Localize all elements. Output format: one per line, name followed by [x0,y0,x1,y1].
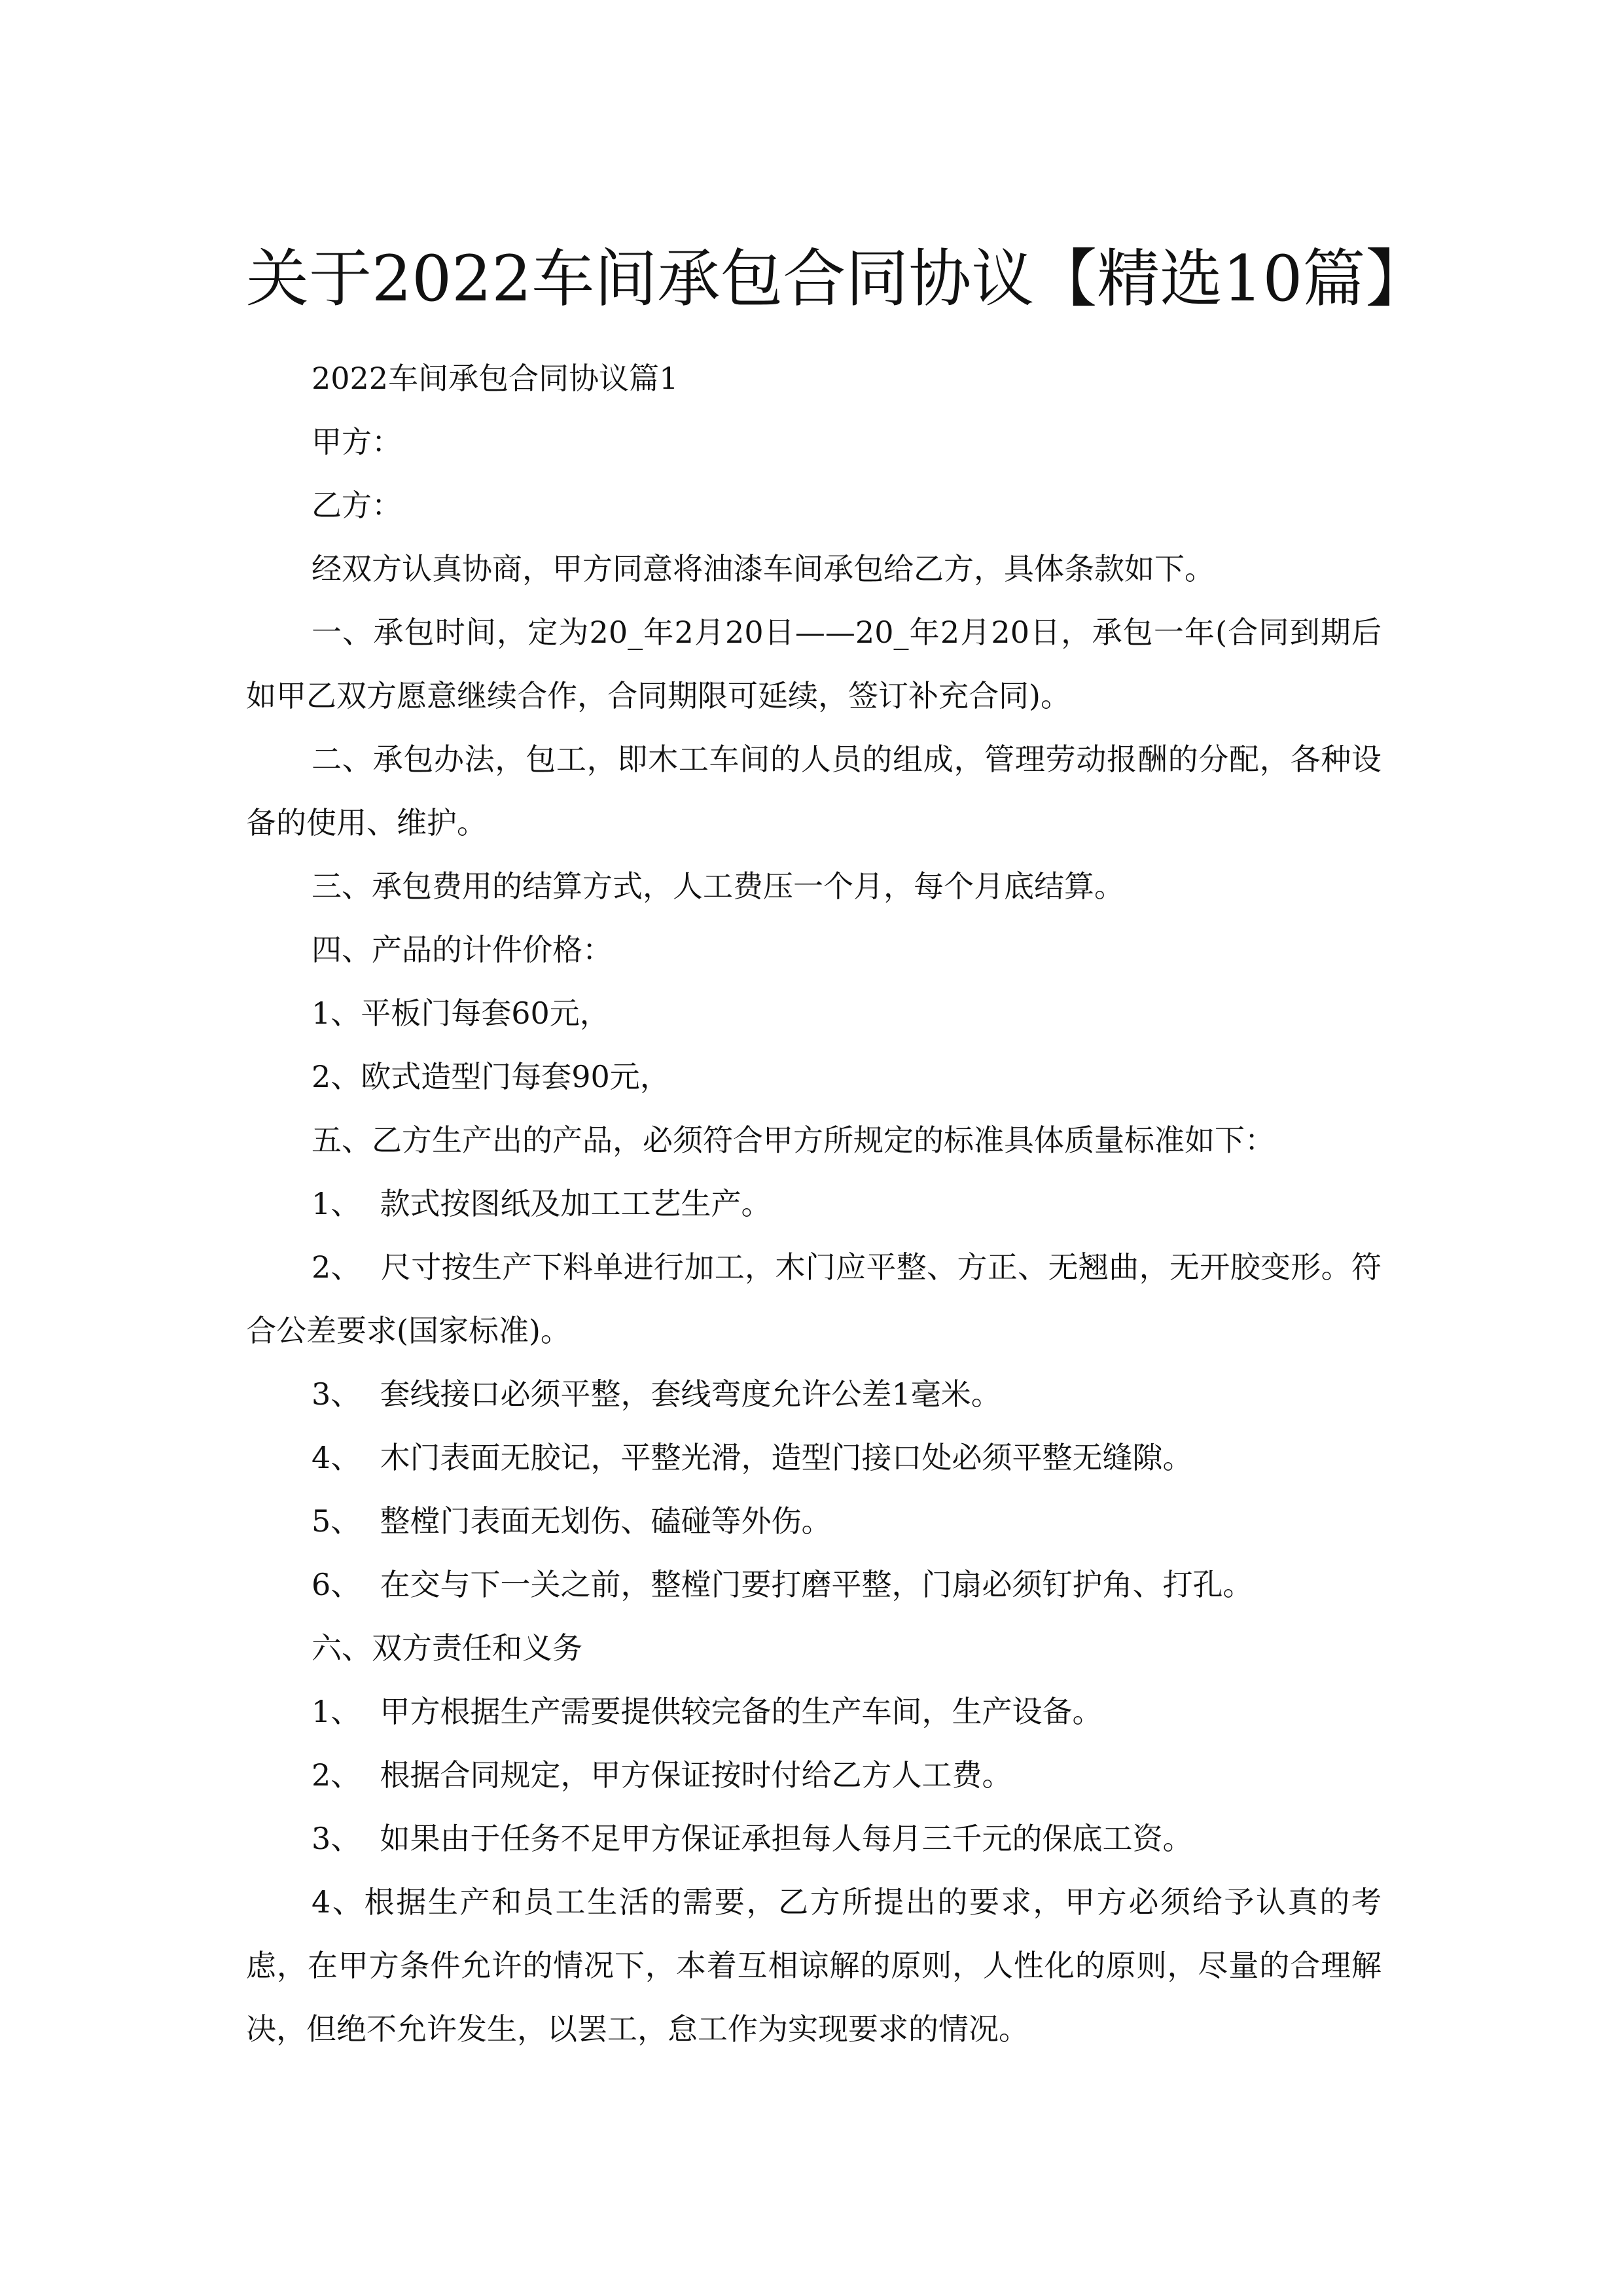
quality-item-number: 3、 [312,1376,361,1412]
clause-1-paragraph: 一、承包时间，定为20_年2月20日——20_年2月20日，承包一年(合同到期后如甲乙双方愿意继续合作，合同期限可延续，签订补充合同)。 [246,615,1382,713]
clause-2-paragraph: 二、承包办法，包工，即木工车间的人员的组成，管理劳动报酬的分配，各种设备的使用、维护。 [246,742,1382,840]
clause-3-paragraph: 三、承包费用的结算方式，人工费压一个月，每个月底结算。 [312,869,1124,904]
quality-item [246,1363,1382,1426]
quality-item-number: 6、 [312,1567,361,1602]
duty-4-paragraph: 4、根据生产和员工生活的需要，乙方所提出的要求，甲方必须给予认真的考虑，在甲方条件允许的情况下，本着互相谅解的原则，人性化的原则，尽量的合理解决，但绝不允许发生，以罢工，怠工作为实现要求的情况。 [246,1884,1382,2047]
duty-item-text: 甲方根据生产需要提供较完备的生产车间，生产设备。 [380,1694,1103,1729]
quality-item-number: 2、 [312,1249,361,1285]
duty-item-number: 2、 [312,1757,361,1793]
section-heading: 2022车间承包合同协议篇1 [312,361,679,396]
duty-item [246,1680,1382,1744]
price-item: 1、平板门每套60元， [312,996,610,1031]
document-body [246,347,1382,2061]
quality-item-text: 整樘门表面无划伤、磕碰等外伤。 [380,1503,832,1539]
duty-item-number: 1、 [312,1694,361,1729]
quality-item [246,1236,1382,1363]
duty-item-number: 3、 [312,1821,361,1856]
clause-5-paragraph: 五、乙方生产出的产品，必须符合甲方所规定的标准具体质量标准如下： [312,1122,1275,1158]
quality-item [246,1172,1382,1236]
quality-item [246,1553,1382,1617]
quality-item-text: 套线接口必须平整，套线弯度允许公差1毫米。 [380,1376,1001,1412]
intro-paragraph: 经双方认真协商，甲方同意将油漆车间承包给乙方，具体条款如下。 [312,551,1215,586]
document-title: 关于2022车间承包合同协议【精选10篇】 [246,242,1429,316]
party-a-line: 甲方： [312,424,402,459]
quality-item-text: 款式按图纸及加工工艺生产。 [380,1186,772,1221]
duty-item [246,1744,1382,1807]
quality-item-text: 在交与下一关之前，整樘门要打磨平整，门扇必须钉护角、打孔。 [380,1567,1253,1602]
clause-6-paragraph: 六、双方责任和义务 [312,1630,582,1666]
quality-item-text: 尺寸按生产下料单进行加工，木门应平整、方正、无翘曲，无开胶变形。符合公差要求(国家标准)。 [246,1249,1382,1348]
quality-item-text: 木门表面无胶记，平整光滑，造型门接口处必须平整无缝隙。 [380,1440,1193,1475]
party-b-line: 乙方： [312,488,402,523]
duty-item [246,1807,1382,1871]
quality-item-number: 4、 [312,1440,361,1475]
quality-item-number: 1、 [312,1186,361,1221]
clause-4-paragraph: 四、产品的计件价格： [312,932,613,967]
quality-item-number: 5、 [312,1503,361,1539]
price-item: 2、欧式造型门每套90元， [312,1059,670,1094]
duty-item-text: 根据合同规定，甲方保证按时付给乙方人工费。 [380,1757,1012,1793]
duty-item-text: 如果由于任务不足甲方保证承担每人每月三千元的保底工资。 [380,1821,1193,1856]
quality-item [246,1490,1382,1553]
quality-item [246,1426,1382,1490]
